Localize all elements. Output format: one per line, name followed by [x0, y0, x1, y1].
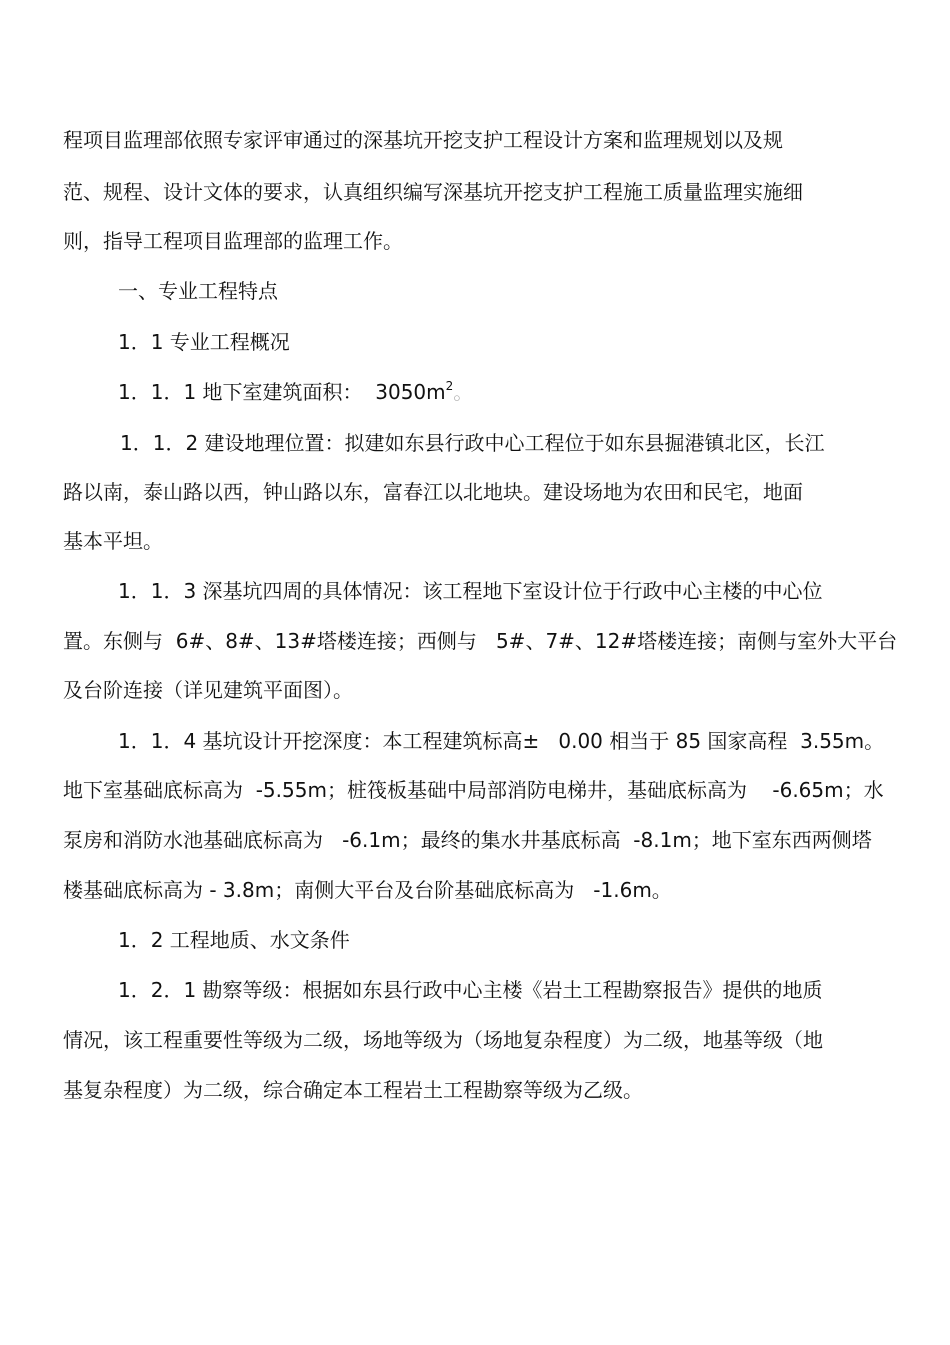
paragraph-line: 1．1．3 深基坑四周的具体情况：该工程地下室设计位于行政中心主楼的中心位 — [118, 579, 823, 603]
subsection-heading: 1．2 工程地质、水文条件 — [118, 928, 350, 952]
section-heading: 一、专业工程特点 — [118, 279, 278, 303]
subsection-heading: 1．1 专业工程概况 — [118, 330, 290, 354]
paragraph-line: 泵房和消防水池基础底标高为 -6.1m；最终的集水井基底标高 -8.1m；地下室东西两侧塔 — [63, 828, 872, 852]
paragraph-line: 情况，该工程重要性等级为二级，场地等级为（场地复杂程度）为二级，地基等级（地 — [63, 1028, 823, 1052]
paragraph-line: 1．2．1 勘察等级：根据如东县行政中心主楼《岩土工程勘察报告》提供的地质 — [118, 978, 823, 1002]
paragraph-line: 基复杂程度）为二级，综合确定本工程岩土工程勘察等级为乙级。 — [63, 1078, 643, 1102]
item-text: 1．1．1 地下室建筑面积： 3050m — [118, 380, 446, 404]
paragraph-line: 范、规程、设计文体的要求，认真组织编写深基坑开挖支护工程施工质量监理实施细 — [63, 180, 803, 204]
superscript: 2 — [445, 379, 454, 393]
paragraph-line: 1．1．2 建设地理位置：拟建如东县行政中心工程位于如东县掘港镇北区，长江 — [120, 431, 825, 455]
item-tail: 。 — [453, 380, 474, 404]
paragraph-line: 置。东侧与 6#、8#、13#塔楼连接；西侧与 5#、7#、12#塔楼连接；南侧与室外大平台 — [63, 629, 898, 653]
paragraph-line: 基本平坦。 — [63, 529, 163, 553]
paragraph-line: 地下室基础底标高为 -5.55m；桩筏板基础中局部消防电梯井，基础底标高为 -6.65m；水 — [63, 778, 884, 802]
paragraph-line: 程项目监理部依照专家评审通过的深基坑开挖支护工程设计方案和监理规划以及规 — [63, 128, 783, 152]
paragraph-line: 楼基础底标高为 - 3.8m；南侧大平台及台阶基础底标高为 -1.6m。 — [63, 878, 672, 902]
item-basement-area — [118, 379, 473, 405]
paragraph-line: 1．1．4 基坑设计开挖深度：本工程建筑标高± 0.00 相当于 85 国家高程 3.55m。 — [118, 729, 885, 753]
paragraph-line: 及台阶连接（详见建筑平面图）。 — [63, 678, 353, 702]
paragraph-line: 则，指导工程项目监理部的监理工作。 — [63, 229, 403, 253]
paragraph-line: 路以南，泰山路以西，钟山路以东，富春江以北地块。建设场地为农田和民宅，地面 — [63, 480, 803, 504]
